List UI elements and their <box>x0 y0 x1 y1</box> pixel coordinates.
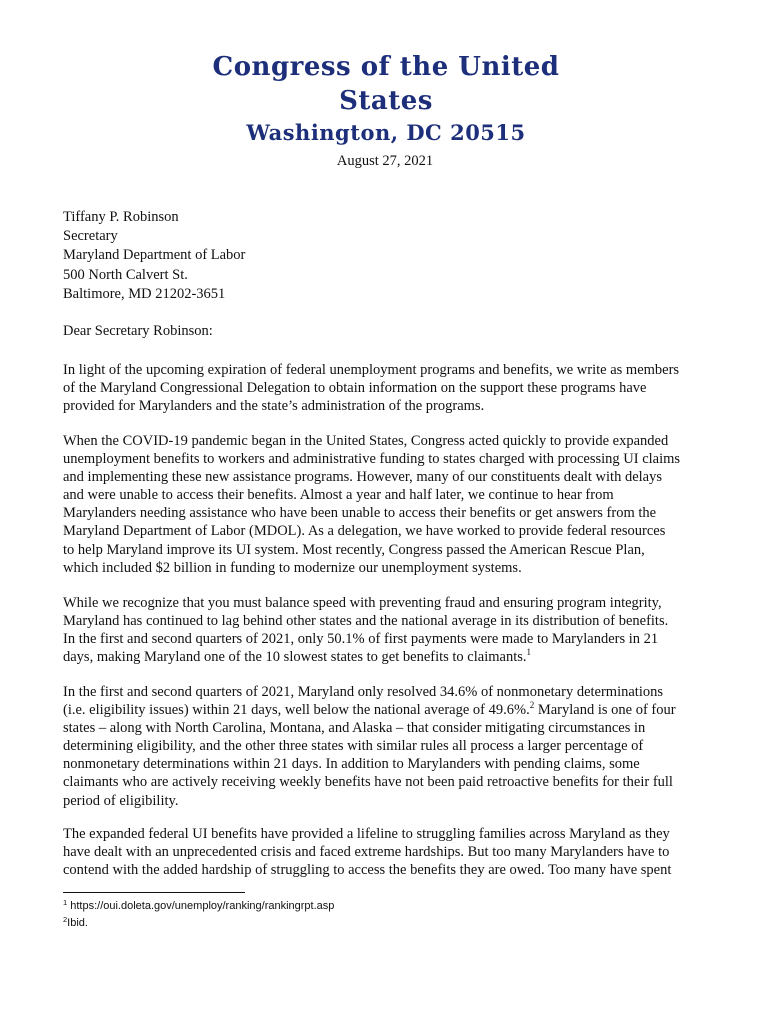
paragraph-line: contend with the added hardship of struggling to access the benefits they are owed. Too many have spent <box>63 862 672 879</box>
footnote-link[interactable]: https://oui.doleta.gov/unemploy/ranking/rankingrpt.asp <box>70 900 335 912</box>
footnote-2 <box>63 915 334 932</box>
paragraph-text: (i.e. eligibility issues) within 21 days, well below the national average of 49.6%. <box>63 702 530 719</box>
paragraph-line: Maryland Department of Labor (MDOL). As a delegation, we have worked to provide federal resources <box>63 523 666 540</box>
paragraph-line: of the Maryland Congressional Delegation to obtain information on the support these programs have <box>63 380 647 397</box>
footnote-text: Ibid. <box>67 917 88 929</box>
footnote-ref: 1 <box>526 647 531 658</box>
recipient-city: Baltimore, MD 21202-3651 <box>63 285 226 302</box>
paragraph-line: In light of the upcoming expiration of federal unemployment programs and benefits, we write as members <box>63 362 680 378</box>
paragraph-text: Maryland is one of four <box>534 702 676 719</box>
paragraph-line: In the first and second quarters of 2021, Maryland only resolved 34.6% of nonmonetary determinations <box>63 684 663 700</box>
footnote-1 <box>63 898 334 915</box>
recipient-street: 500 North Calvert St. <box>63 266 188 283</box>
paragraph-line: Marylanders needing assistance who have been unable to access their benefits or get answers from the <box>63 505 657 522</box>
paragraph-line <box>63 701 711 719</box>
letter-date: August 27, 2021 <box>336 153 434 169</box>
paragraph-2 <box>63 432 711 577</box>
recipient-name: Tiffany P. Robinson <box>63 209 179 225</box>
recipient-title: Secretary <box>63 228 118 245</box>
footnote-divider <box>63 892 245 893</box>
paragraph-4 <box>63 683 711 810</box>
footnote-ref: 2 <box>529 700 535 711</box>
paragraph-line: When the COVID-19 pandemic began in the United States, Congress acted quickly to provide expanded <box>63 433 669 449</box>
paragraph-line: provided for Marylanders and the state’s administration of the programs. <box>63 398 485 415</box>
letterhead-title: Congress of the United States <box>212 52 560 116</box>
letterhead <box>165 50 607 145</box>
paragraph-line: Maryland has continued to lag behind other states and the national average in its distribution of benefits. <box>63 613 669 630</box>
paragraph-line: period of eligibility. <box>63 792 179 809</box>
paragraph-line: to help Maryland improve its UI system. Most recently, Congress passed the American Rescue Plan, <box>63 541 645 558</box>
paragraph-1 <box>63 361 711 415</box>
paragraph-line: claimants who are actively receiving weekly benefits have not been paid retroactive benefits for their full <box>63 774 673 791</box>
recipient-org: Maryland Department of Labor <box>63 247 246 264</box>
paragraph-line: nonmonetary determinations within 21 days. In addition to Marylanders with pending claims, some <box>63 756 640 773</box>
paragraph-text: days, making Maryland one of the 10 slowest states to get benefits to claimants. <box>63 649 527 666</box>
footnote-number: 1 <box>63 898 68 907</box>
footnote-number: 2 <box>63 915 68 924</box>
salutation: Dear Secretary Robinson: <box>63 323 213 339</box>
paragraph-line: which included $2 billion in funding to modernize our unemployment systems. <box>63 559 522 576</box>
paragraph-3 <box>63 594 711 666</box>
footnotes <box>63 898 334 932</box>
paragraph-line: states – along with North Carolina, Montana, and Alaska – that consider mitigating circumstances in <box>63 720 646 737</box>
paragraph-line: and were unable to access their benefits. Almost a year and half later, we continue to hear from <box>63 487 614 504</box>
paragraph-line: determining eligibility, and the other three states with similar rules all process a larger percentage of <box>63 738 644 755</box>
paragraph-5 <box>63 825 711 879</box>
paragraph-line: The expanded federal UI benefits have provided a lifeline to struggling families across Maryland as they <box>63 826 670 842</box>
paragraph-line: unemployment benefits to workers and administrative funding to states charged with processing UI claims <box>63 451 681 468</box>
paragraph-line <box>63 648 711 666</box>
letterhead-subtitle: Washington, DC 20515 <box>246 120 526 145</box>
paragraph-line: have dealt with an unprecedented crisis and faced extreme hardships. But too many Marylanders have to <box>63 844 670 861</box>
recipient-address <box>63 208 245 304</box>
paragraph-line: While we recognize that you must balance speed with preventing fraud and ensuring program integrity, <box>63 595 662 611</box>
paragraph-line: and implementing these new assistance programs. However, many of our constituents dealt with delays <box>63 469 663 486</box>
paragraph-line: In the first and second quarters of 2021, only 50.1% of first payments were made to Marylanders in 21 <box>63 631 659 648</box>
